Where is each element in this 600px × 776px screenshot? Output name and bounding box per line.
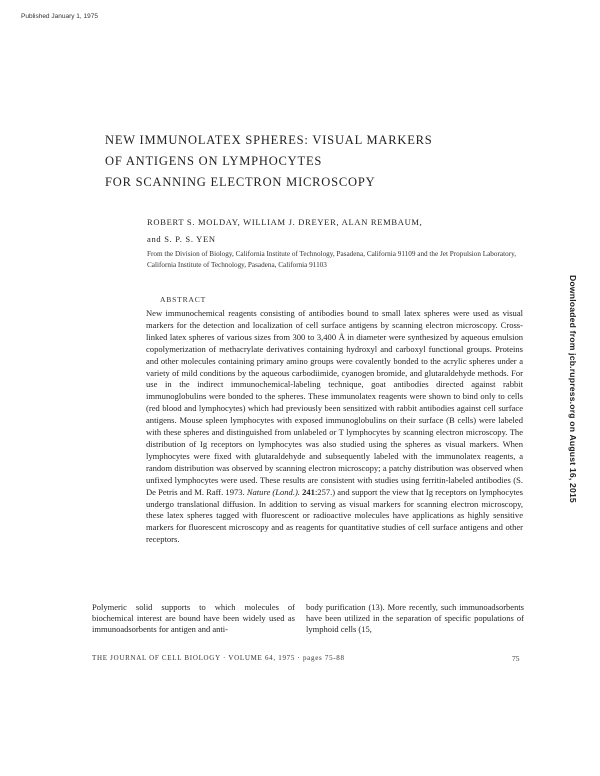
abstract-body [146, 308, 523, 546]
abstract-heading: ABSTRACT [160, 295, 207, 304]
article-title [105, 130, 525, 193]
volume-number: 241 [302, 486, 315, 497]
authors-line: ROBERT S. MOLDAY, WILLIAM J. DREYER, ALAN REMBAUM, [147, 217, 423, 227]
journal-footer: THE JOURNAL OF CELL BIOLOGY · VOLUME 64, 1975 · pages 75-88 [92, 654, 345, 662]
published-date: Published January 1, 1975 [21, 13, 98, 20]
title-line: OF ANTIGENS ON LYMPHOCYTES [105, 154, 323, 168]
journal-reference: Nature (Lond.). [246, 486, 300, 497]
authors-line: and S. P. S. YEN [147, 234, 216, 244]
body-column-left: Polymeric solid supports to which molecules of biochemical interest are bound have been widely used as immunoadsorbents for antigen and anti- [92, 602, 295, 635]
download-watermark: Downloaded from jcb.rupress.org on August 16, 2015 [568, 275, 578, 503]
title-line: NEW IMMUNOLATEX SPHERES: VISUAL MARKERS [105, 133, 433, 147]
page-number: 75 [512, 654, 520, 663]
affiliation: From the Division of Biology, California Institute of Technology, Pasadena, California 91109 and the Jet Propulsion Laboratory, California Institute of Technology, Pasadena, California 91103 [147, 250, 516, 269]
title-line: FOR SCANNING ELECTRON MICROSCOPY [105, 175, 376, 189]
author-list [147, 214, 527, 248]
abstract-text: :257.) and support the view that Ig receptors on lymphocytes undergo translational diffusion. In addition to serving as visual markers for scanning electron microscopy, these latex spheres tagged with fluorescent or radioactive molecules have applications as highly sensitive markers for fluorescent microscopy and as reagents for quantitative studies of cell surface antigens and other receptors. [146, 486, 523, 545]
body-column-right: body purification (13). More recently, such immunoadsorbents have been utilized in the separation of specific populations of lymphoid cells (15, [306, 602, 524, 635]
abstract-text: New immunochemical reagents consisting of antibodies bound to small latex spheres were used as visual markers for the detection and localization of cell surface antigens by scanning electron microscopy. Cross-linked latex spheres of various sizes from 300 to 3,400 Å in diameter were synthesized by aqueous emulsion copolymerization of methacrylate derivatives containing hydroxyl and carboxyl functional groups. Proteins and other molecules containing primary amino groups were covalently bonded to the acrylic spheres under a variety of mild conditions by the aqueous carbodiimide, cyanogen bromide, and glutaraldehyde methods. For use in the indirect immunochemical-labeling technique, goat antibodies directed against rabbit immunoglobulins were bonded to the spheres. These immunolatex reagents were shown to bind only to cells (red blood and lymphocytes) which had previously been sensitized with rabbit antibodies against cell surface antigens. Mouse spleen lymphocytes with exposed immunoglobulins on their surface (B cells) were labeled with these spheres and distinguished from unlabeled or T lymphocytes by scanning electron microscopy. The distribution of Ig receptors on lymphocytes was also studied using the spheres as visual markers. When lymphocytes were fixed with glutaraldehyde and subsequently labeled with the immunolatex reagents, a random distribution was observed by scanning electron microscopy; a patchy distribution was observed when unfixed lymphocytes were used. These results are consistent with studies using ferritin-labeled antibodies (S. De Petris and M. Raff. 1973. [146, 308, 523, 497]
